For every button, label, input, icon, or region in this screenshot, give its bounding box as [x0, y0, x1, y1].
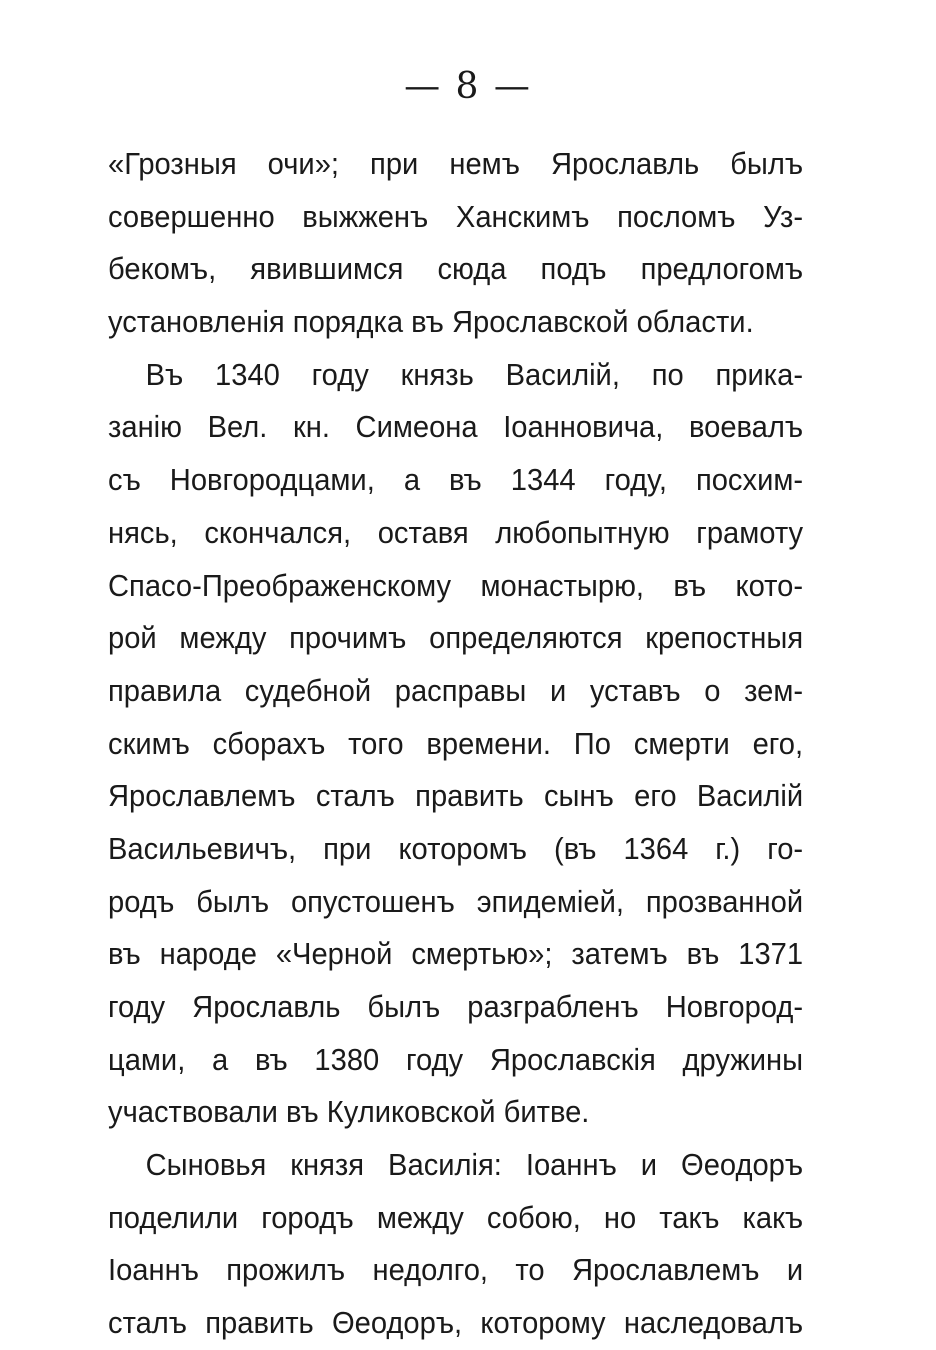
page-number: — 8 — [404, 66, 532, 107]
body-text [108, 138, 803, 1350]
text-line: участвовали въ Куликовской битве. [108, 1094, 590, 1130]
text-line: поделили городъ между собою, но такъ какъ [108, 1199, 804, 1235]
text-line: занію Вел. кн. Симеона Іоанновича, воевалъ [108, 409, 804, 445]
text-line: Іоаннъ прожилъ недолго, то Ярославлемъ и [108, 1252, 804, 1288]
text-line: Ярославлемъ сталъ править сынъ его Василій [108, 778, 804, 814]
text-line: рой между прочимъ определяются крепостныя [108, 620, 804, 656]
text-line: правила судебной расправы и уставъ о зем- [108, 672, 804, 708]
text-line: бекомъ, явившимся сюда подъ предлогомъ [108, 251, 804, 287]
text-line: цами, а въ 1380 году Ярославскія дружины [108, 1041, 804, 1077]
text-line: въ народе «Черной смертью»; затемъ въ 1371 [108, 936, 804, 972]
text-line: съ Новгородцами, а въ 1344 году, посхим- [108, 462, 804, 498]
text-line: году Ярославль былъ разграбленъ Новгород- [108, 989, 804, 1024]
text-line: Васильевичъ, при которомъ (въ 1364 г.) го- [108, 830, 804, 866]
text-line: «Грозныя очи»; при немъ Ярославль былъ [108, 146, 804, 181]
text-line: скимъ сборахъ того времени. По смерти его, [108, 725, 804, 761]
text-line: сталъ править Θеодоръ, которому наследовалъ [108, 1305, 804, 1341]
text-line: Спасо-Преображенскому монастырю, въ кото- [108, 567, 804, 603]
text-line: Въ 1340 году князь Василій, по прика- [145, 356, 804, 392]
text-line: нясь, скончался, оставя любопытную грамоту [108, 514, 804, 550]
text-line: родъ былъ опустошенъ эпидеміей, прозванной [108, 883, 804, 919]
text-line: Сыновья князя Василія: Іоаннъ и Θеодоръ [145, 1147, 804, 1183]
text-line: совершенно выжженъ Ханскимъ посломъ Уз- [108, 198, 804, 234]
text-line: установленія порядка въ Ярославской области. [108, 304, 754, 340]
